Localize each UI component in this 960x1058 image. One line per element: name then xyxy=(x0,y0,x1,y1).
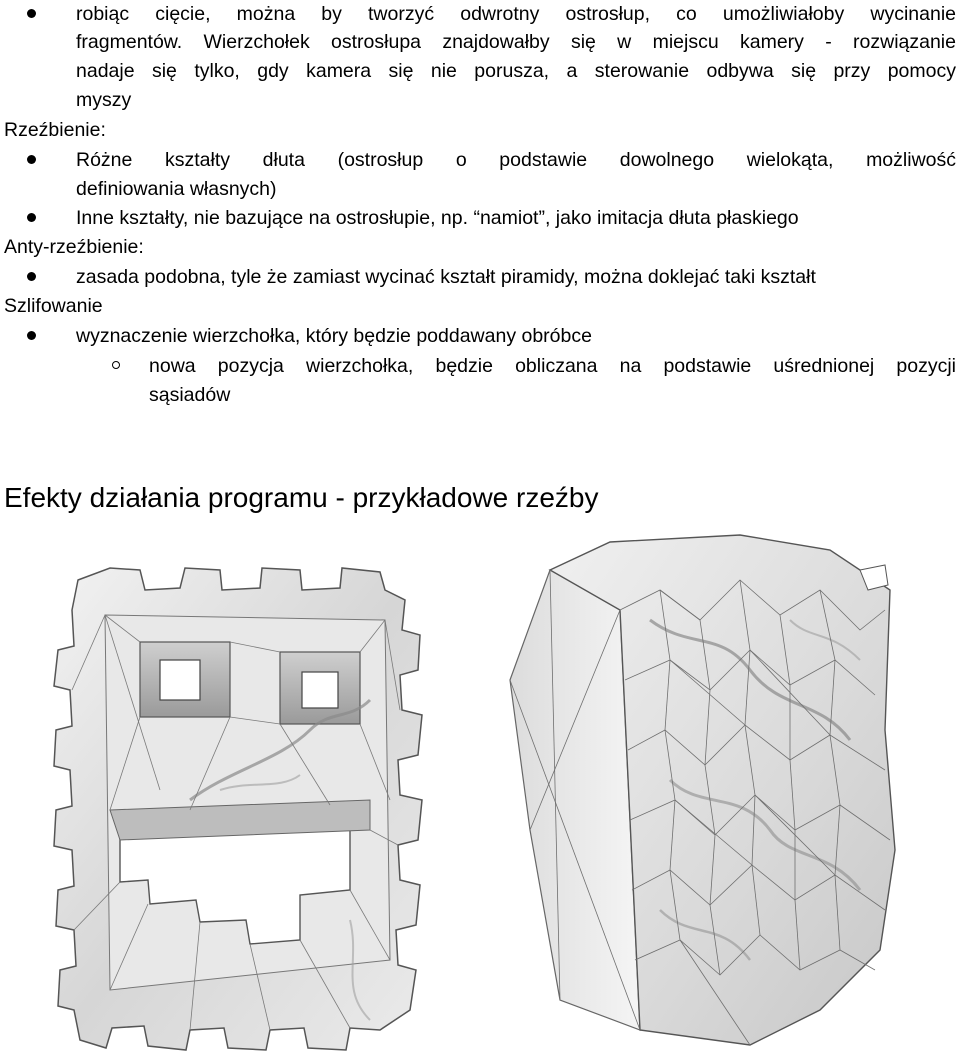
bullet-dot xyxy=(27,213,36,222)
paragraph-line: nowa pozycja wierzchołka, będzie obliczana na podstawie uśrednionej pozycji xyxy=(149,355,956,377)
section-heading-szlifowanie: Szlifowanie xyxy=(4,295,103,317)
paragraph-line: Różne kształty dłuta (ostrosłup o podstawie dowolnego wielokąta, możliwość xyxy=(76,149,956,171)
bullet-dot xyxy=(27,9,36,18)
paragraph-line: fragmentów. Wierzchołek ostrosłupa znajdowałby się w miejscu kamery - rozwiązanie xyxy=(76,31,956,53)
sculpture-image-faceted xyxy=(490,530,910,1054)
paragraph-line: wyznaczenie wierzchołka, który będzie poddawany obróbce xyxy=(76,325,592,347)
paragraph-line: myszy xyxy=(76,89,132,111)
section-heading-rzezbienie: Rzeźbienie: xyxy=(4,119,106,141)
bullet-dot xyxy=(27,331,36,340)
sculpture-image-block xyxy=(50,560,460,1054)
paragraph-line: nadaje się tylko, gdy kamera się nie porusza, a sterowanie odbywa się przy pomocy xyxy=(76,60,956,82)
paragraph-line: Inne kształty, nie bazujące na ostrosłupie, np. “namiot”, jako imitacja dłuta płaskiego xyxy=(76,207,799,229)
paragraph-line: definiowania własnych) xyxy=(76,178,277,200)
bullet-dot xyxy=(27,272,36,281)
paragraph-line: robiąc cięcie, można by tworzyć odwrotny ostrosłup, co umożliwiałoby wycinanie xyxy=(76,3,956,25)
results-heading: Efekty działania programu - przykładowe rzeźby xyxy=(4,482,599,513)
paragraph-line: zasada podobna, tyle że zamiast wycinać kształt piramidy, można doklejać taki kształt xyxy=(76,266,816,288)
paragraph-line: sąsiadów xyxy=(149,384,231,406)
bullet-dot xyxy=(27,155,36,164)
section-heading-anty-rzezbienie: Anty-rzeźbienie: xyxy=(4,236,144,258)
sub-bullet-circle xyxy=(112,361,120,369)
